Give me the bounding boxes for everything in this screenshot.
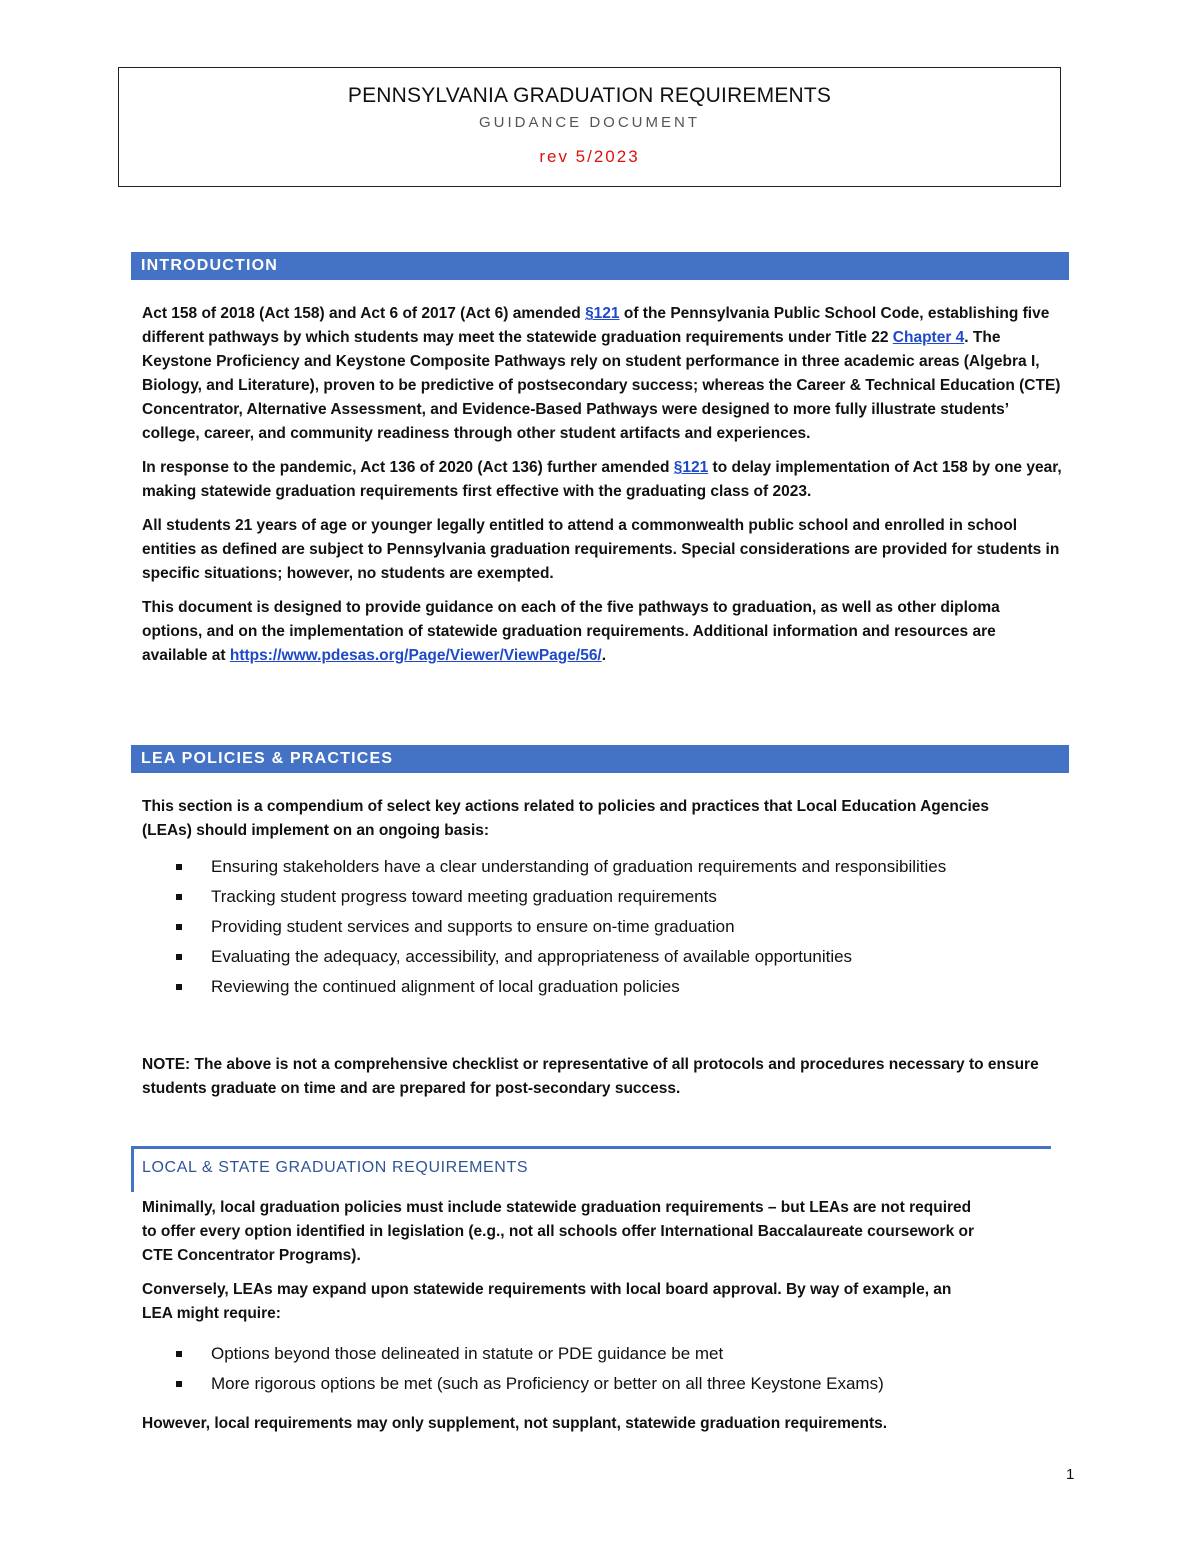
list-item [176, 882, 976, 912]
text: Act 158 of 2018 (Act 158) and Act 6 of 2017 (Act 6) amended [142, 305, 586, 322]
bullet-square-icon [176, 954, 182, 960]
list-item [176, 942, 976, 972]
list-item [176, 972, 976, 1002]
lea-intro [142, 795, 1002, 853]
lea-bullet-list [176, 852, 976, 1002]
local-state-paragraph-1: Minimally, local graduation policies must include statewide graduation requirements – but LEAs are not required to offer every option identified in legislation (e.g., not all schools offer International Baccalaureate coursework or CTE Concentrator Programs). [142, 1199, 974, 1264]
text: . The Keystone Proficiency and Keystone Composite Pathways rely on student performance in three academic areas (Algebra I, Biology, and Literature), proven to be predictive of postsecondary success; whereas the Career & Technical Education (CTE) Concentrator, Alternative Assessment, and Evidence-Based Pathways were designed to more fully illustrate students’ college, career, and community readiness through other student artifacts and experiences. [142, 329, 1061, 442]
bullet-square-icon [176, 924, 182, 930]
page-number: 1 [1066, 1466, 1075, 1483]
text: In response to the pandemic, Act 136 of 2020 (Act 136) further amended [142, 459, 674, 476]
lea-note-paragraph: NOTE: The above is not a comprehensive checklist or representative of all protocols and procedures necessary to ensure students graduate on time and are prepared for post-secondary success. [142, 1056, 1039, 1097]
bullet-square-icon [176, 984, 182, 990]
intro-paragraph-2 [142, 456, 1062, 504]
text: This document is designed to provide guidance on each of the five pathways to graduation, as well as other diploma options, and on the implementation of statewide graduation requirements. Additional information and resources are available at [142, 599, 1000, 664]
section-heading-lea-policies: LEA POLICIES & PRACTICES [131, 745, 1069, 773]
local-state-paragraph-3: However, local requirements may only supplement, not supplant, statewide graduation requirements. [142, 1415, 888, 1432]
list-item-text: Options beyond those delineated in statute or PDE guidance be met [211, 1344, 724, 1363]
text: of the Pennsylvania Public School Code, establishing five different pathways by which students may meet the statewide graduation requirements under Title 22 [142, 305, 1050, 346]
section-121-link[interactable]: §121 [585, 305, 620, 322]
intro-paragraph-3: All students 21 years of age or younger legally entitled to attend a commonwealth public school and enrolled in school entities as defined are subject to Pennsylvania graduation requirements. Special considerations are provided for students in specific situations; however, no students are exempted. [142, 517, 1060, 582]
bullet-square-icon [176, 1351, 182, 1357]
intro-paragraph-1 [142, 302, 1062, 446]
list-item [176, 1339, 1016, 1369]
list-item-text: Ensuring stakeholders have a clear understanding of graduation requirements and responsibilities [211, 857, 947, 876]
local-state-bullet-list [176, 1339, 1016, 1399]
local-state-paragraph-2: Conversely, LEAs may expand upon statewide requirements with local board approval. By way of example, an LEA might require: [142, 1281, 952, 1322]
list-item-text: Evaluating the adequacy, accessibility, and appropriateness of available opportunities [211, 947, 853, 966]
subsection-local-state [131, 1146, 1051, 1192]
intro-paragraph-4 [142, 596, 1062, 668]
document-subtitle: GUIDANCE DOCUMENT [478, 114, 700, 131]
revision-label: rev 5/2023 [539, 147, 640, 166]
list-item-text: Tracking student progress toward meeting graduation requirements [211, 887, 717, 906]
introduction-body [142, 302, 1062, 678]
list-item [176, 852, 976, 882]
document-header [118, 67, 1061, 187]
list-item-text: More rigorous options be met (such as Proficiency or better on all three Keystone Exams) [211, 1374, 884, 1393]
local-state-body [142, 1196, 982, 1336]
section-heading-introduction: INTRODUCTION [131, 252, 1069, 280]
lea-note [142, 1053, 1062, 1111]
list-item [176, 912, 976, 942]
lea-intro-paragraph: This section is a compendium of select key actions related to policies and practices that Local Education Agencies (LEAs) should implement on an ongoing basis: [142, 798, 989, 839]
chapter-4-link[interactable]: Chapter 4 [892, 329, 965, 346]
subsection-heading-local-state: LOCAL & STATE GRADUATION REQUIREMENTS [142, 1159, 529, 1176]
document-title: PENNSYLVANIA GRADUATION REQUIREMENTS [347, 84, 832, 107]
text: to delay implementation of Act 158 by one year, making statewide graduation requirements first effective with the graduating class of 2023. [142, 459, 1062, 500]
list-item [176, 1369, 1016, 1399]
section-121-link-2[interactable]: §121 [673, 459, 709, 476]
pdesas-link[interactable]: https://www.pdesas.org/Page/Viewer/ViewPage/56/ [229, 647, 602, 664]
text: . [601, 647, 607, 664]
bullet-square-icon [176, 1381, 182, 1387]
bullet-square-icon [176, 864, 182, 870]
bullet-square-icon [176, 894, 182, 900]
local-state-closing [142, 1412, 1062, 1446]
list-item-text: Reviewing the continued alignment of local graduation policies [211, 977, 680, 996]
list-item-text: Providing student services and supports to ensure on-time graduation [211, 917, 735, 936]
